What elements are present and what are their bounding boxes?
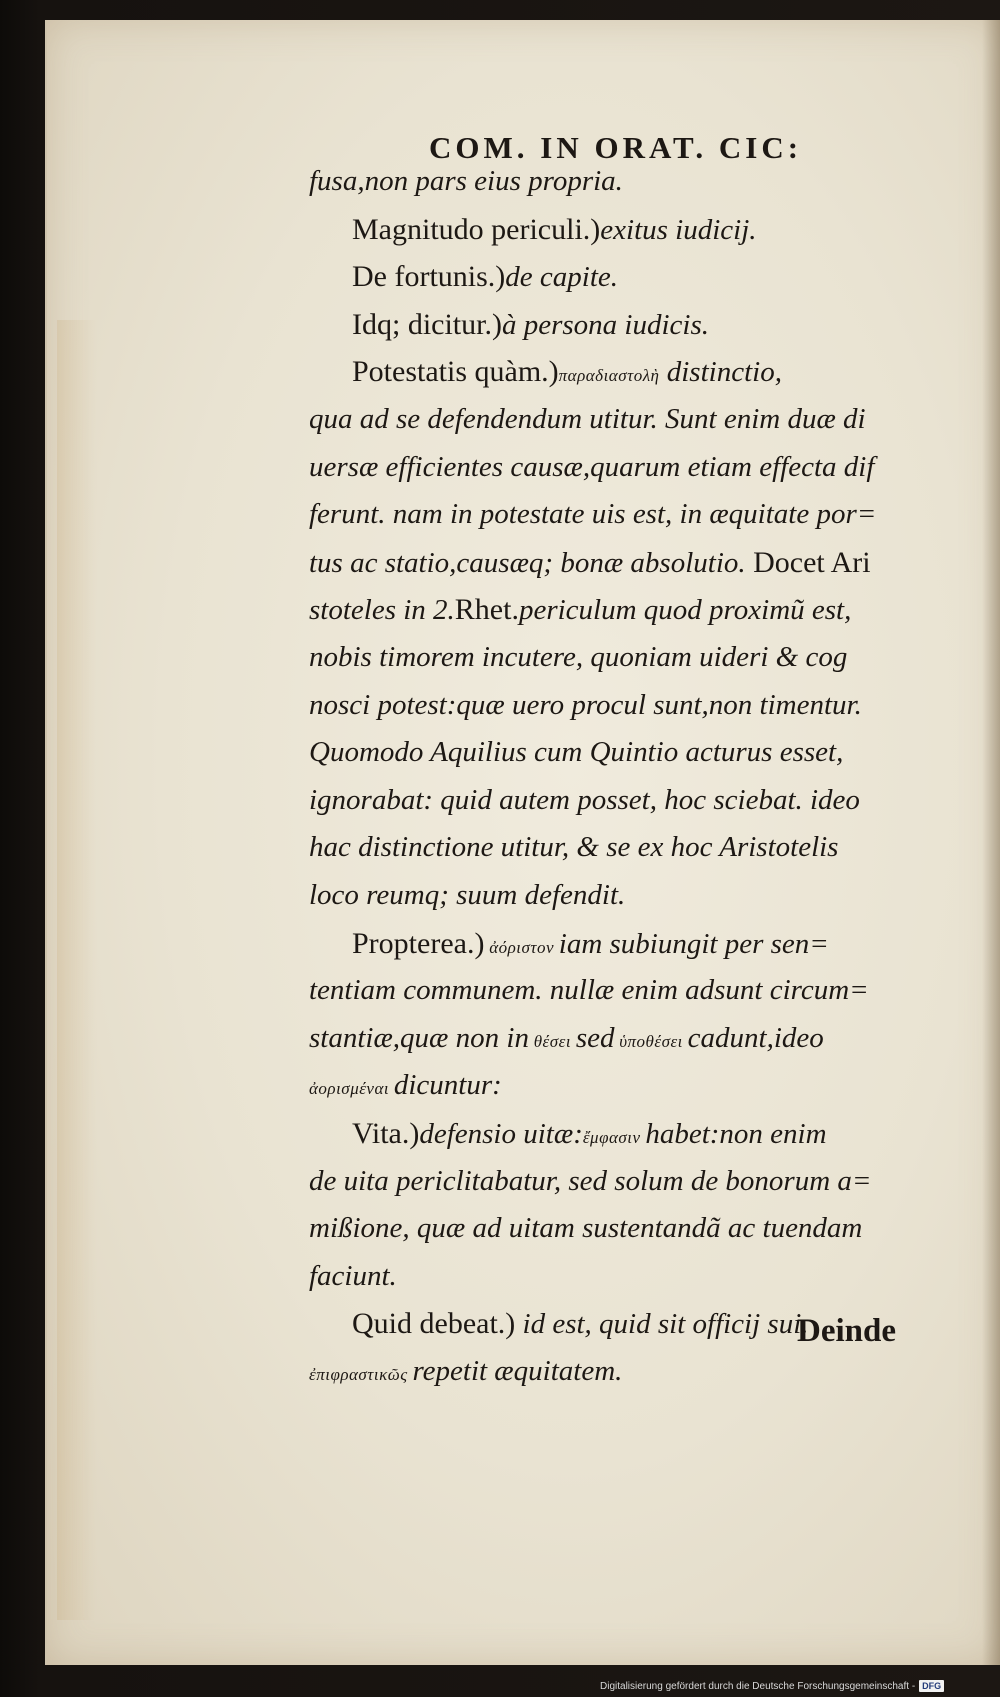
book-page <box>45 20 1000 1665</box>
commentary-text: qua ad se defendendum utitur. Sunt enim duæ di <box>309 403 866 435</box>
commentary-text: stoteles in 2. <box>309 594 455 627</box>
text-line <box>352 1307 809 1341</box>
text-line <box>352 355 782 389</box>
commentary-text: fusa,non pars eius propria. <box>309 165 623 197</box>
commentary-text: distinctio, <box>659 356 782 389</box>
lemma: De fortunis.) <box>352 260 506 294</box>
lemma: Quid debeat.) <box>352 1307 516 1341</box>
commentary-text: repetit æquitatem. <box>412 1355 623 1387</box>
lemma: Potestatis quàm.) <box>352 355 559 389</box>
commentary-text: defensio uitæ: <box>419 1118 583 1150</box>
greek-term: ἀορισμέναι <box>309 1079 394 1099</box>
lemma: Propterea.) <box>352 926 485 960</box>
commentary-text: à persona iudicis. <box>501 308 710 341</box>
lemma: Vita.) <box>352 1117 420 1150</box>
page-text <box>47 20 1000 1665</box>
dfg-logo-icon: DFG <box>919 1680 944 1692</box>
lemma: Idq; dicitur.) <box>352 307 502 341</box>
text-line <box>309 546 871 580</box>
text-line <box>352 213 757 247</box>
commentary-text: de uita periclitabatur, sed solum de bonorum a= <box>309 1164 872 1197</box>
text-line <box>309 1022 824 1055</box>
catchword: Deinde <box>797 1313 896 1349</box>
text-line <box>309 498 876 531</box>
commentary-text: habet:non enim <box>645 1118 827 1150</box>
lemma: Rhet. <box>454 593 519 627</box>
commentary-text: faciunt. <box>309 1259 397 1292</box>
text-line <box>309 1260 397 1293</box>
text-line <box>309 879 625 912</box>
commentary-text: nobis timorem incutere, quoniam uideri & cog <box>309 641 848 673</box>
text-line <box>309 1355 622 1388</box>
text-line <box>309 641 847 674</box>
commentary-text: stantiæ,quæ non in <box>309 1021 529 1054</box>
commentary-text: Quomodo Aquilius cum Quintio acturus esset, <box>309 736 844 769</box>
text-line <box>309 1165 871 1198</box>
commentary-text: hac distinctione utitur, & se ex hoc Aristotelis <box>309 831 839 864</box>
lemma: Docet Ari <box>745 545 871 579</box>
text-line <box>309 403 866 436</box>
text-line <box>352 927 829 961</box>
text-line <box>309 689 862 722</box>
commentary-text: sed <box>575 1021 615 1054</box>
text-line <box>352 260 618 294</box>
commentary-text: iam subiungit per sen= <box>558 927 829 960</box>
credit-text: Digitalisierung gefördert durch die Deutsche Forschungsgemeinschaft - <box>600 1680 916 1692</box>
text-line <box>309 1212 862 1245</box>
text-line <box>309 736 843 769</box>
text-line <box>352 1117 827 1151</box>
commentary-text: uersæ efficientes causæ,quarum etiam effecta dif <box>309 450 875 483</box>
commentary-text: nosci potest:quæ uero procul sunt,non timentur. <box>309 688 862 721</box>
text-line <box>309 831 838 864</box>
greek-term: ὑποθέσει <box>614 1031 688 1051</box>
greek-term: ἐπιφραστικῶς <box>309 1365 413 1384</box>
greek-term: ἔμφασιν <box>582 1128 646 1147</box>
commentary-text: exitus iudicij. <box>600 213 757 246</box>
text-line <box>309 784 860 817</box>
commentary-text: tus ac statio,causæq; bonæ absolutio. <box>309 546 746 579</box>
text-line <box>309 1069 502 1102</box>
digitization-credit <box>600 1678 996 1694</box>
commentary-text: ignorabat: quid autem posset, hoc sciebat. ideo <box>309 783 860 816</box>
commentary-text: ferunt. nam in potestate uis est, in æquitate por= <box>309 498 877 531</box>
commentary-text: de capite. <box>505 261 619 294</box>
greek-term: παραδιαστολὴ <box>558 366 660 386</box>
text-line <box>309 165 623 198</box>
text-line <box>352 308 709 342</box>
greek-term: ἀόριστον <box>484 937 559 957</box>
commentary-text: periculum quod proximũ est, <box>518 594 852 627</box>
text-line <box>309 451 874 484</box>
commentary-text: mißione, quæ ad uitam sustentandã ac tuendam <box>309 1212 863 1245</box>
running-head: COM. IN ORAT. CIC: <box>429 130 803 165</box>
commentary-text: id est, quid sit officij sui. <box>515 1308 809 1341</box>
text-line <box>309 974 869 1007</box>
greek-term: θέσει <box>528 1031 576 1051</box>
lemma: Magnitudo periculi.) <box>352 212 601 246</box>
text-line <box>309 593 851 627</box>
commentary-text: loco reumq; suum defendit. <box>309 879 626 911</box>
commentary-text: dicuntur: <box>393 1069 502 1102</box>
commentary-text: cadunt,ideo <box>687 1021 824 1054</box>
commentary-text: tentiam communem. nullæ enim adsunt circum= <box>309 974 869 1007</box>
